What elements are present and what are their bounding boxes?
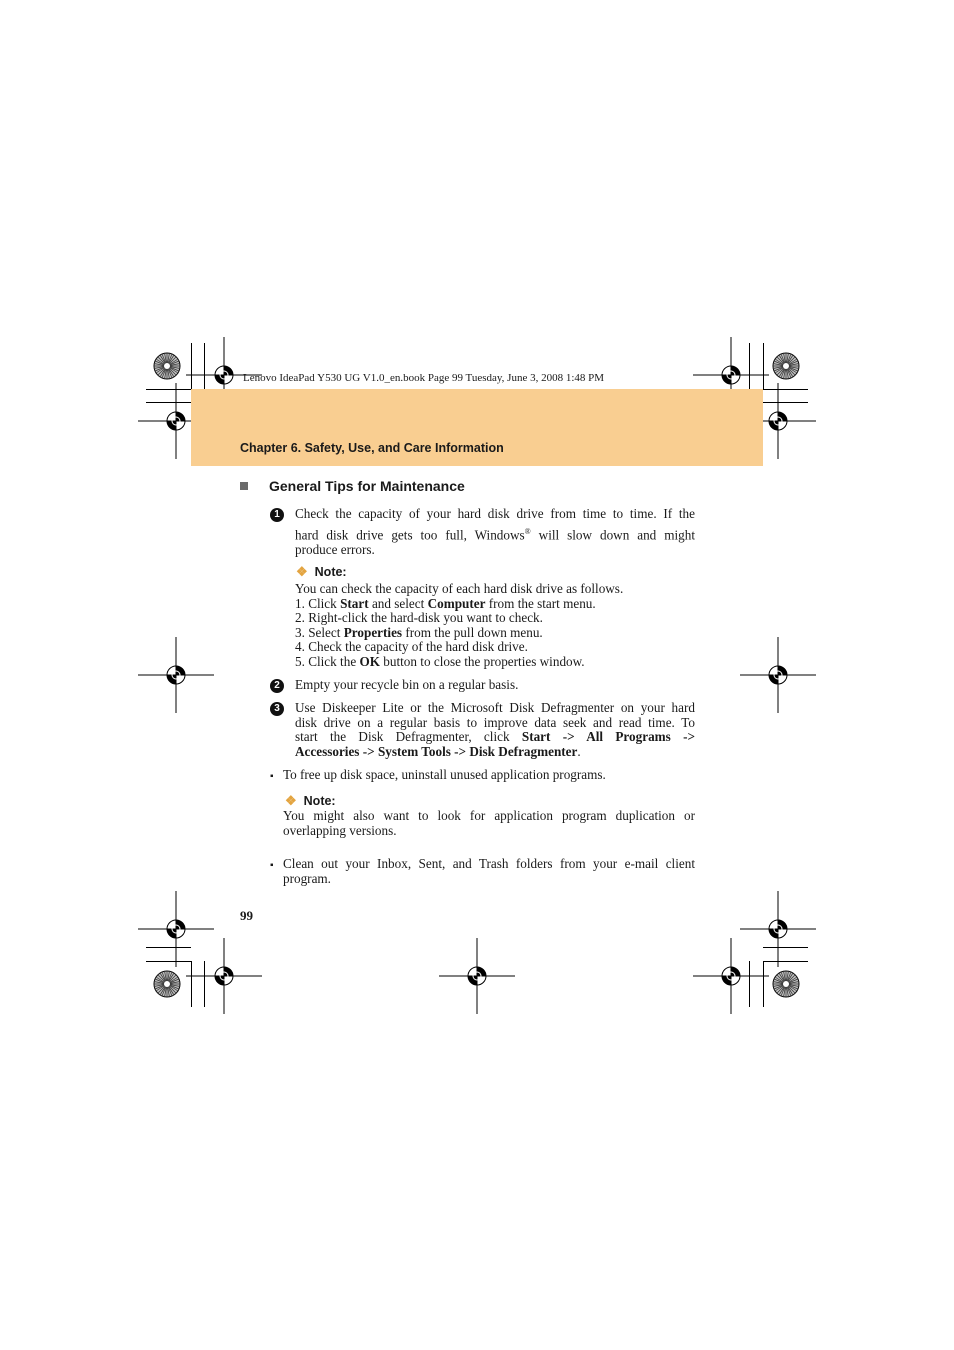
tip-3-line — [295, 745, 695, 760]
step-text: from the start menu. — [485, 595, 596, 611]
tip-1-text-part: hard disk drive gets too full, Windows — [295, 527, 525, 543]
bullet-1-text: To free up disk space, uninstall unused application programs. — [283, 767, 606, 782]
tip-3-line: Use Diskeeper Lite or the Microsoft Disk Defragmenter on your hard — [295, 700, 695, 715]
square-bullet-icon — [240, 482, 248, 490]
section-title — [240, 478, 465, 494]
note-2-line: You might also want to look for application program duplication or — [283, 808, 695, 823]
note-2-body — [283, 809, 695, 838]
step-text: 3. Select — [295, 624, 344, 640]
note-1-label: Note: — [314, 565, 347, 579]
tip-3-line: disk drive on a regular basis to improve data seek and read time. To — [295, 714, 695, 730]
note-1-step — [295, 655, 623, 670]
tip-1-line: produce errors. — [295, 541, 375, 557]
small-square-bullet-icon: ▪ — [270, 860, 274, 871]
step-text-bold: Properties — [343, 624, 403, 640]
note-1-step: 2. Right-click the hard-disk you want to check. — [295, 610, 543, 625]
note-2-line: overlapping versions. — [283, 822, 397, 838]
step-text: and select — [368, 595, 428, 611]
tip-3-text-part: . — [577, 744, 581, 760]
page-number: 99 — [240, 908, 253, 923]
note-1-step — [295, 626, 623, 641]
note-2-heading — [285, 793, 336, 809]
step-text-bold: OK — [359, 653, 380, 669]
tip-1-text-part: will slow down and might — [530, 527, 695, 543]
bullet-2-line: Clean out your Inbox, Sent, and Trash folders from your e-mail client — [283, 856, 695, 871]
bullet-2-text — [283, 857, 695, 886]
tip-1-text — [295, 507, 695, 558]
diamond-note-icon: ❖ — [296, 564, 308, 579]
menu-path-bold: Start -> All Programs -> — [521, 729, 695, 745]
tip-1-line: Check the capacity of your hard disk drive from time to time. If the — [295, 506, 695, 521]
menu-path-bold: Accessories -> System Tools -> Disk Defragmenter — [295, 744, 578, 760]
tip-3-text-part: start the Disk Defragmenter, click — [295, 729, 522, 745]
step-text: 5. Click the — [295, 653, 360, 669]
small-square-bullet-icon: ▪ — [270, 771, 274, 782]
book-info-line: Lenovo IdeaPad Y530 UG V1.0_en.book Page 99 Tuesday, June 3, 2008 1:48 PM — [243, 372, 605, 384]
tip-2-text: Empty your recycle bin on a regular basis. — [295, 677, 519, 692]
numbered-bullet-2: 2 — [270, 679, 284, 693]
note-1-step — [295, 597, 623, 612]
step-text: from the pull down menu. — [402, 624, 543, 640]
note-1-heading — [296, 564, 347, 580]
step-text-bold: Computer — [427, 595, 486, 611]
note-1-intro: You can check the capacity of each hard disk drive as follows. — [295, 581, 624, 596]
step-text: button to close the properties window. — [379, 653, 585, 669]
diamond-note-icon: ❖ — [285, 793, 297, 808]
registered-mark: ® — [524, 526, 531, 536]
note-1-step: 4. Check the capacity of the hard disk drive. — [295, 639, 528, 654]
numbered-bullet-3: 3 — [270, 702, 284, 716]
step-text: 1. Click — [295, 595, 341, 611]
note-1-body — [295, 582, 623, 669]
bullet-2-line: program. — [283, 870, 331, 886]
tip-3-line — [295, 730, 695, 745]
tip-1-line — [295, 525, 695, 543]
tip-3-text — [295, 701, 695, 760]
step-text-bold: Start — [340, 595, 369, 611]
numbered-bullet-1: 1 — [270, 508, 284, 522]
section-title-text: General Tips for Maintenance — [269, 478, 465, 494]
chapter-title: Chapter 6. Safety, Use, and Care Information — [240, 441, 504, 455]
note-2-label: Note: — [303, 794, 336, 808]
